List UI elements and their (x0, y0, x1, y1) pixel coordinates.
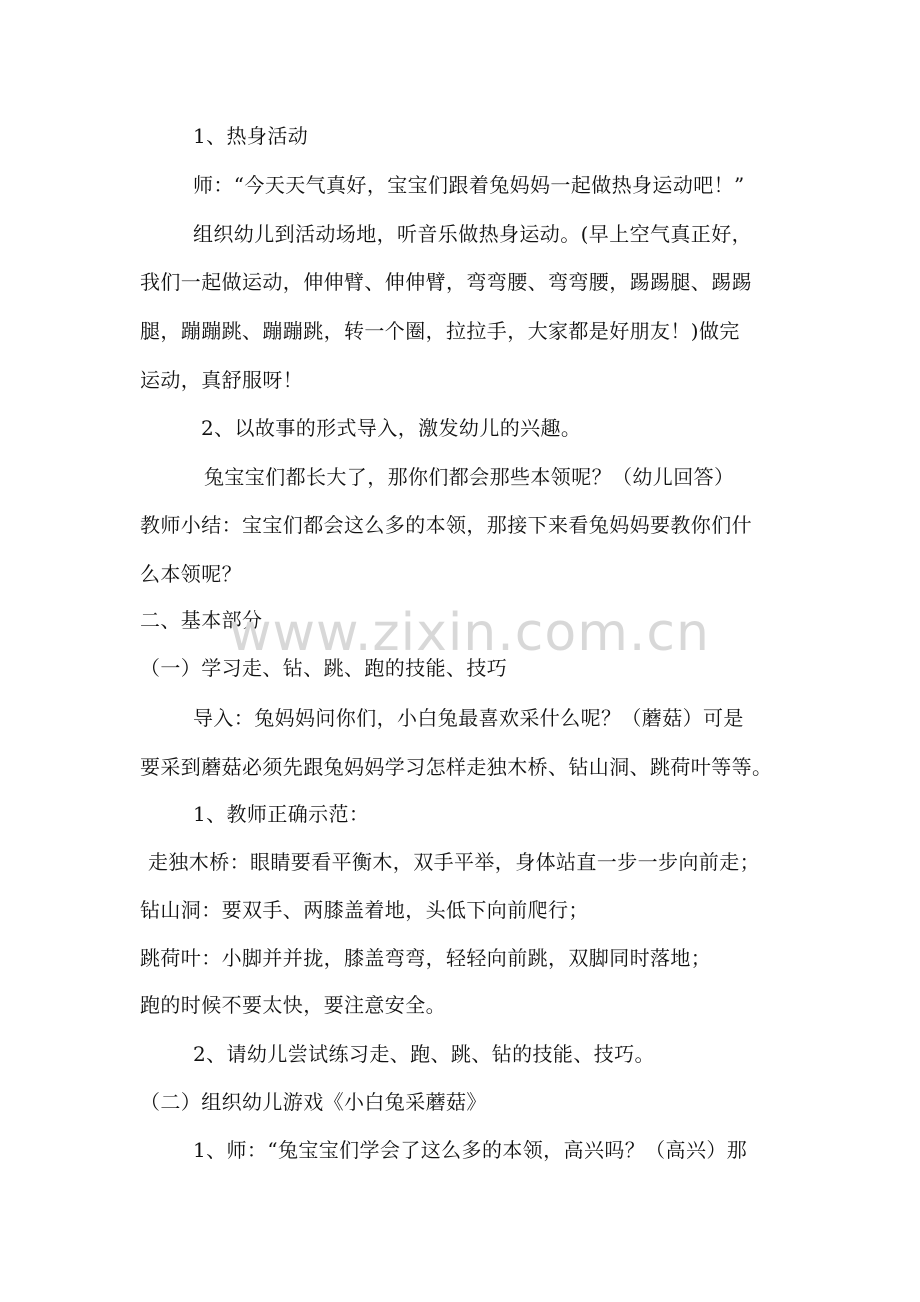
heading-story-intro: 2、以故事的形式导入，激发幼儿的兴趣。 (201, 416, 582, 440)
heading-practice: 2、请幼儿尝试练习走、跑、跳、钻的技能、技巧。 (193, 1042, 655, 1066)
paragraph: 要采到蘑菇必须先跟兔妈妈学习怎样走独木桥、钻山洞、跳荷叶等等。 (140, 755, 773, 779)
paragraph: 么本领呢？ (140, 562, 242, 586)
section-heading-basic: 二、基本部分 (140, 608, 263, 632)
paragraph: 教师小结：宝宝们都会这么多的本领，那接下来看兔妈妈要教你们什 (140, 513, 752, 537)
paragraph: 走独木桥：眼睛要看平衡木，双手平举，身体站直一步一步向前走； (148, 850, 760, 874)
subsection-heading-skills: （一）学习走、钻、跳、跑的技能、技巧 (140, 656, 508, 680)
paragraph: 跳荷叶：小脚并并拢，膝盖弯弯，轻轻向前跳，双脚同时落地； (140, 946, 712, 970)
paragraph: 跑的时候不要太快，要注意安全。 (140, 993, 446, 1017)
paragraph: 腿，蹦蹦跳、蹦蹦跳，转一个圈，拉拉手，大家都是好朋友！)做完 (140, 319, 740, 343)
heading-warmup: 1、热身活动 (193, 124, 309, 148)
paragraph: 导入：兔妈妈问你们，小白兔最喜欢采什么呢？（蘑菇）可是 (193, 706, 744, 730)
paragraph: 兔宝宝们都长大了，那你们都会那些本领呢？（幼儿回答） (204, 465, 735, 489)
paragraph: 钻山洞：要双手、两膝盖着地，头低下向前爬行； (140, 898, 589, 922)
paragraph: 我们一起做运动，伸伸臂、伸伸臂，弯弯腰、弯弯腰，踢踢腿、踢踢 (140, 270, 752, 294)
paragraph: 师：“今天天气真好，宝宝们跟着兔妈妈一起做热身运动吧！” (193, 173, 745, 197)
paragraph: 组织幼儿到活动场地，听音乐做热身运动。(早上空气真正好， (193, 222, 753, 246)
subsection-heading-game: （二）组织幼儿游戏《小白兔采蘑菇》 (140, 1090, 487, 1114)
paragraph: 运动，真舒服呀！ (140, 368, 304, 392)
heading-demo: 1、教师正确示范： (193, 802, 370, 826)
watermark: www.zixin.com.cn (229, 603, 710, 663)
paragraph: 1、师：“兔宝宝们学会了这么多的本领，高兴吗？（高兴）那 (193, 1138, 748, 1162)
